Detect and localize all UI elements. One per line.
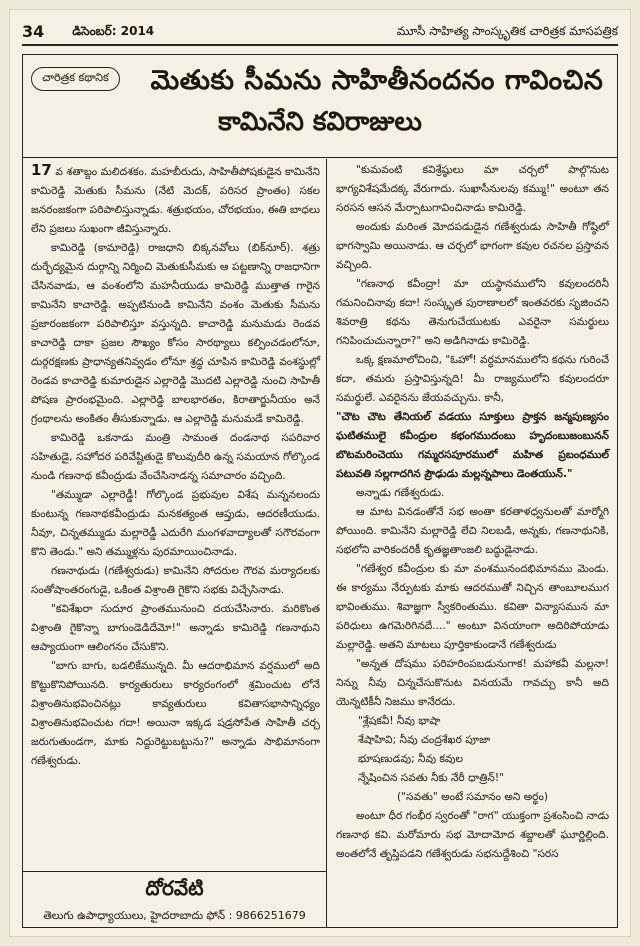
paragraph bbox=[31, 161, 320, 239]
article-frame bbox=[22, 54, 618, 928]
article-title-line1: మెతుకు సీమను సాహితీనందనం గావించిన bbox=[150, 65, 604, 96]
paragraph bbox=[336, 712, 609, 731]
author-name: దోరవేటి bbox=[145, 876, 204, 900]
paragraph-text: "చౌట చౌట తేనియల్ వడయు సూక్తులు ప్రాక్తన జన్మపుణ్యసం ఘటితములై కవీంద్రుల కభంగముదంబు హృదంబుజంబునన్ బొటమరించెయు గమ్మరసపూరములో మహిత ప్రబంధముల్ పటువతి సల్లగాదగిన ప్రౌఢుడు మల్లన్నపాలు డెంతయున్." bbox=[336, 411, 609, 480]
paragraph bbox=[336, 351, 609, 408]
paragraph bbox=[336, 161, 609, 218]
paragraph-text: గణనాథుడు (గణేశ్వరుడు) కామినేని సోదరుల గౌరవ మర్యాదలకు సంతోషాంతరంగుడై, ఒకింత విశ్రాంతి గైకొని సభకు విచ్చేసినాడు. bbox=[31, 565, 320, 596]
paragraph-text: వ శతాబ్దం మలిదశకం. మహబీరుదు, సాహితీపోషకుడైన కామినేని కామిరెడ్డి మెతుకు సీమను (నేటి మెదక్, పరిసర ప్రాంతం) సకల జనరంజకంగా పరిపాలిస్తున్నాడు. శత్రుభయం, చోరభయం, ఈతి బాధలు లేని ప్రజలు సుఖంగా జీవిస్తున్నారు. bbox=[31, 166, 320, 235]
title-area bbox=[23, 55, 617, 158]
paragraph bbox=[336, 750, 609, 769]
paragraph-text: "తమ్ముడా ఎల్లారెడ్డీ! గోల్కొండ ప్రభువుల విశేష మన్ననలందు కుంటున్న గణనాథకవీంద్రుడు మనకత్యంత ఆప్తుడు, ఆదరణీయుడు. నీవూ, చిన్నతమ్ముడు మల్లారెడ్డీ ఎదురేగి మంగళవాద్యాలతో సగౌరవంగా కొని తెండు." అని తమ్ముళ్లను పురమాయించినాడు. bbox=[31, 489, 320, 558]
paragraph-text: కామిరెడ్డి (కామారెడ్డి) రాజధాని బిక్కనవోలు (బిక్‌నూర్). శత్రు దుర్భేద్యమైన దుర్గాన్ని నిర్మించి మెతుకుసీమకు ఆ పట్టణాన్ని రాజధానిగా చేసినవాడు, ఆ వంశంలోని మహనీయుడు కామిరెడ్డి ముత్తాత గారైన కామినేని కాచారెడ్డి. అప్పటినుండి కామినేని వంశం మెతుకు సీమను ప్రజారంజకంగా పరిపాలిస్తూ వస్తున్నది. కాచారెడ్డి మనుమడు రెండవ కాచారెడ్డి దాకా ప్రజల సౌఖ్యం కోసం సారథ్యాలు కల్పించడంలోనూ, దుర్గరక్షణకు ప్రాధాన్యతనివ్వడం లోనూ శ్రద్ధ చూపిన కామిరెడ్డి వంశస్థుల్లో రెండవ కాచారెడ్డి కుమారుడైన ఎల్లారెడ్డి మొదటి ఎల్లారెడ్డి నుంచి సాహితీ పోషణ ప్రారంభమైంది. ఎల్లారెడ్డి బాలభారతం, కిరాతార్జునీయం అనే గ్రంథాలను అంకితం తీసుకున్నాడు. ఆ ఎల్లారెడ్డి మనుమడే కామిరెడ్డి. bbox=[31, 242, 320, 425]
paragraph-text: "కుమవంటి కవిశ్రేష్ఠులు మా చర్చలో పాల్గొనుట భాగ్యవిశేషమేదక్క వేరుగాదు. సుఖాసీనులవు కమ్ము!" అంటూ తన సరసన ఆసన మేర్పాటుగావించినాడు కామిరెడ్డి. bbox=[336, 164, 609, 214]
paragraph-text: "అన్నత దోషము పరిహరింపబడునుగాక! మహాకవీ మల్లనా! నిన్ను నీవు చిన్నచేసుకొనుట వినయమే గావచ్చు కానీ అది యెన్నటికీనీ నిజము కానేరదు. bbox=[336, 658, 609, 708]
paragraph bbox=[336, 218, 609, 275]
paragraph-text: అంటూ ధీర గంభీర స్వరంతో "రాగ" యుక్తంగా ప్రశంసించి నాడు గణనాథ కవి. మరోమారు సభ మోదామోద శబ్దాలతో ఘూర్ణిల్లింది. అంతలోనే తృప్తిపడని గణేశ్వరుడు సభనుద్దేశించి "సరస bbox=[336, 810, 609, 860]
paragraph-text: అందుకు మరింత మోదపడుడైన గణేశ్వరుడు సాహితీ గోష్ఠిలో భాగస్వామి అయినాడు. ఆ చర్చలో భాగంగా కవుల రచనల ప్రస్తావన వచ్చింది. bbox=[336, 221, 609, 271]
article-title-line2: కామినేని కవిరాజులు bbox=[218, 107, 422, 137]
paragraph-text: "శ్లేషకవీ! నీవు భాషా bbox=[358, 715, 441, 727]
century-number: 17 bbox=[31, 161, 52, 179]
paragraph bbox=[336, 788, 609, 807]
paragraph bbox=[336, 560, 609, 655]
paragraph-text: "గణనాథ కవీంద్రా! మా యస్థానములోని కవులందరినీ గమనించినావు కదా! సంస్కృత పురాణాలలో ఇంతవరకు సృజించని శివరాత్రి కథను తెనుగుచేయుటకు ఎవరైనా సమర్థులు గనిపించుచున్నారా?" అని అడిగినాడు కామిరెడ్డి. bbox=[336, 278, 609, 347]
paragraph bbox=[336, 769, 609, 788]
paragraph-text: భూషణుడవు; నీవు కవుల bbox=[358, 753, 464, 765]
paragraph-text: "గణేశ్వర కవీంద్రుల కు మా వంశమునందభిమానము మెండు. ఈ కార్యము నేర్పుటకు మాకు ఆదరముతో నిచ్చిన తాంబూలముగ భావింతుము. శివాజ్ఞగా స్వీకరింతుము. కవితా విన్యాసమున మా పరిధులు ఉగమెరిగినదే...." అంటూ వినయాంగా అదిరిపోయాడు మల్లారెడ్డి. అతని మాటలు పూర్తికాకుండానే గణేశ్వరుడు bbox=[336, 563, 609, 651]
category-badge: చారిత్రక కథానిక bbox=[31, 67, 120, 91]
paragraph bbox=[31, 239, 320, 429]
newspaper-page bbox=[10, 10, 630, 936]
paragraph-text: అన్నాడు గణేశ్వరుడు. bbox=[356, 487, 445, 499]
paragraph bbox=[336, 484, 609, 503]
issue-date: డిసెంబర్: 2014 bbox=[72, 24, 155, 38]
paragraph bbox=[336, 807, 609, 864]
paragraph bbox=[336, 655, 609, 712]
paragraph bbox=[31, 562, 320, 600]
author-info: తెలుగు ఉపాధ్యాయులు, హైదరాబాదు ఫోన్ : 9866251679 bbox=[43, 909, 306, 922]
page-header bbox=[22, 16, 618, 46]
paragraph bbox=[336, 408, 609, 484]
paragraph-text: శేషాహివి; నీవు చంద్రశేఖర పూజా bbox=[358, 734, 491, 746]
right-column bbox=[328, 159, 617, 927]
paragraph bbox=[31, 486, 320, 562]
paragraph bbox=[336, 503, 609, 560]
magazine-name: మూసీ సాహిత్య సాంస్కృతిక చారిత్రక మాసపత్రిక bbox=[396, 24, 618, 38]
paragraph bbox=[336, 275, 609, 351]
paragraph-text: న్నేషించిన సవతు నీకు నేరీ ధాత్రిన్!" bbox=[358, 772, 504, 784]
left-column bbox=[23, 159, 327, 927]
paragraph-text: "కవిశేఖరా సుదూర ప్రాంతమునుంచి దయచేసినారు. మరికొంత విశ్రాంతి గైకొన్నా బాగుండెడిదేమో!" అన్నాడు కామిరెడ్డి గణనాథుని ఆప్యాయంగా ఆలింగనం చేసుకొని. bbox=[31, 603, 320, 653]
paragraph bbox=[31, 657, 320, 771]
author-box bbox=[23, 871, 327, 927]
paragraph-text: ఒక్క క్షణమాలోచించి, "ఓహో! వర్ధమానములోని కథను గురించే కదా, తమరు ప్రస్తావిస్తున్నది! మీ రాజ్యములోని కవులందరూ సమర్థులే. ఎవరైనను జేయవచ్చును. కానీ, bbox=[336, 354, 609, 404]
paragraph-text: ("సవతు" అంటే సమానం అని అర్థం) bbox=[397, 791, 548, 803]
paragraph-text: కామిరెడ్డి ఒకనాడు మంత్రి సామంత దండనాథ సపరివార సహితుడై, సహోదర పరివేష్టితుడై కొలువుదీరి ఉన్న సమయాన గోల్కొండ నుండి గణనాథ కవీంద్రుడు వేంచేసినాడన్న సమాచారం వచ్చింది. bbox=[31, 432, 320, 482]
paragraph-text: "బాగు బాగు, బడలికేమున్నది. మీ ఆదరాభిమాన వర్షములో అది కొట్టుకొనిపోయినది. కార్యతురులు కార్యరంగంలో శ్రమించుట లోనే విశ్రాంతినుభవించినట్లు కావ్యతురులు కవితాసభాసాన్నిధ్యం విశ్రాంతినుభవించుట గదా! అయినా ఇక్కడ షడ్రసోపేత సాహితీ చర్చ జరుగుతుండగా, మాకు నిద్దురెట్టుబట్టును?" అన్నాడు సాభిమానంగా గణేశ్వరుడు. bbox=[31, 660, 320, 767]
paragraph bbox=[336, 731, 609, 750]
paragraph-text: ఆ మాట వినడంతోనే సభ అంతా కరతాళధ్వనులతో మార్మోగి పోయింది. కామినేని మల్లారెడ్డి లేచి నిలబడి, అన్నకు, గణనాథునికి, సభలోని వారికందరికీ కృతజ్ఞతాంజలి బద్ధుడైనాడు. bbox=[336, 506, 609, 556]
paragraph bbox=[31, 429, 320, 486]
page-number: 34 bbox=[22, 22, 45, 41]
paragraph bbox=[31, 600, 320, 657]
